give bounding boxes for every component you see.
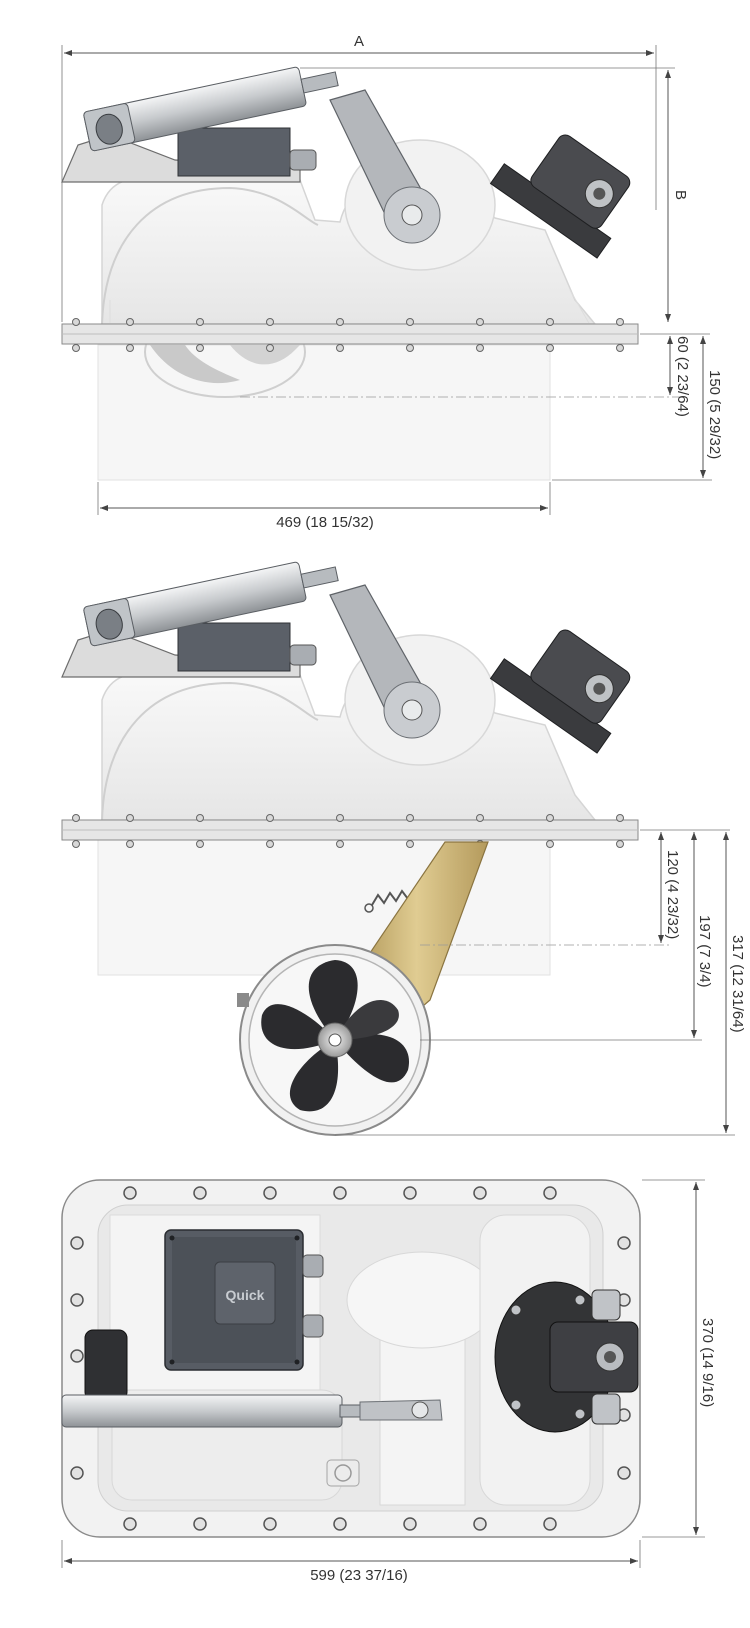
actuator-motor-top [85, 1330, 127, 1400]
cable-gland [290, 150, 316, 170]
side-view-retracted [62, 59, 645, 480]
control-box [178, 128, 290, 176]
drive-dome-top [347, 1252, 497, 1348]
actuator-cylinder-top [62, 1395, 342, 1427]
dim-60: 60 (2 23/64) [674, 336, 691, 417]
dim-469: 469 (18 15/32) [276, 514, 374, 531]
dim-a: A [353, 33, 365, 50]
cable-gland [303, 1315, 323, 1337]
dim-150: 150 (5 29/32) [706, 370, 723, 460]
side-view-deployed [62, 554, 645, 1135]
lower-box [98, 345, 550, 480]
dim-b: B [672, 189, 689, 201]
hydraulic-motor-top [550, 1322, 638, 1392]
dim-599: 599 (23 37/16) [310, 1567, 408, 1584]
dim-370: 370 (14 9/16) [699, 1318, 716, 1408]
cable-gland [290, 645, 316, 665]
control-box [178, 623, 290, 671]
cable-gland [303, 1255, 323, 1277]
logo-mark [327, 1460, 359, 1486]
top-view [62, 1180, 640, 1537]
dim-317: 317 (12 31/64) [729, 935, 746, 1033]
dim-120: 120 (4 23/32) [664, 850, 681, 940]
quick-logo: Quick [225, 1287, 265, 1303]
dim-197: 197 (7 3/4) [696, 915, 713, 988]
